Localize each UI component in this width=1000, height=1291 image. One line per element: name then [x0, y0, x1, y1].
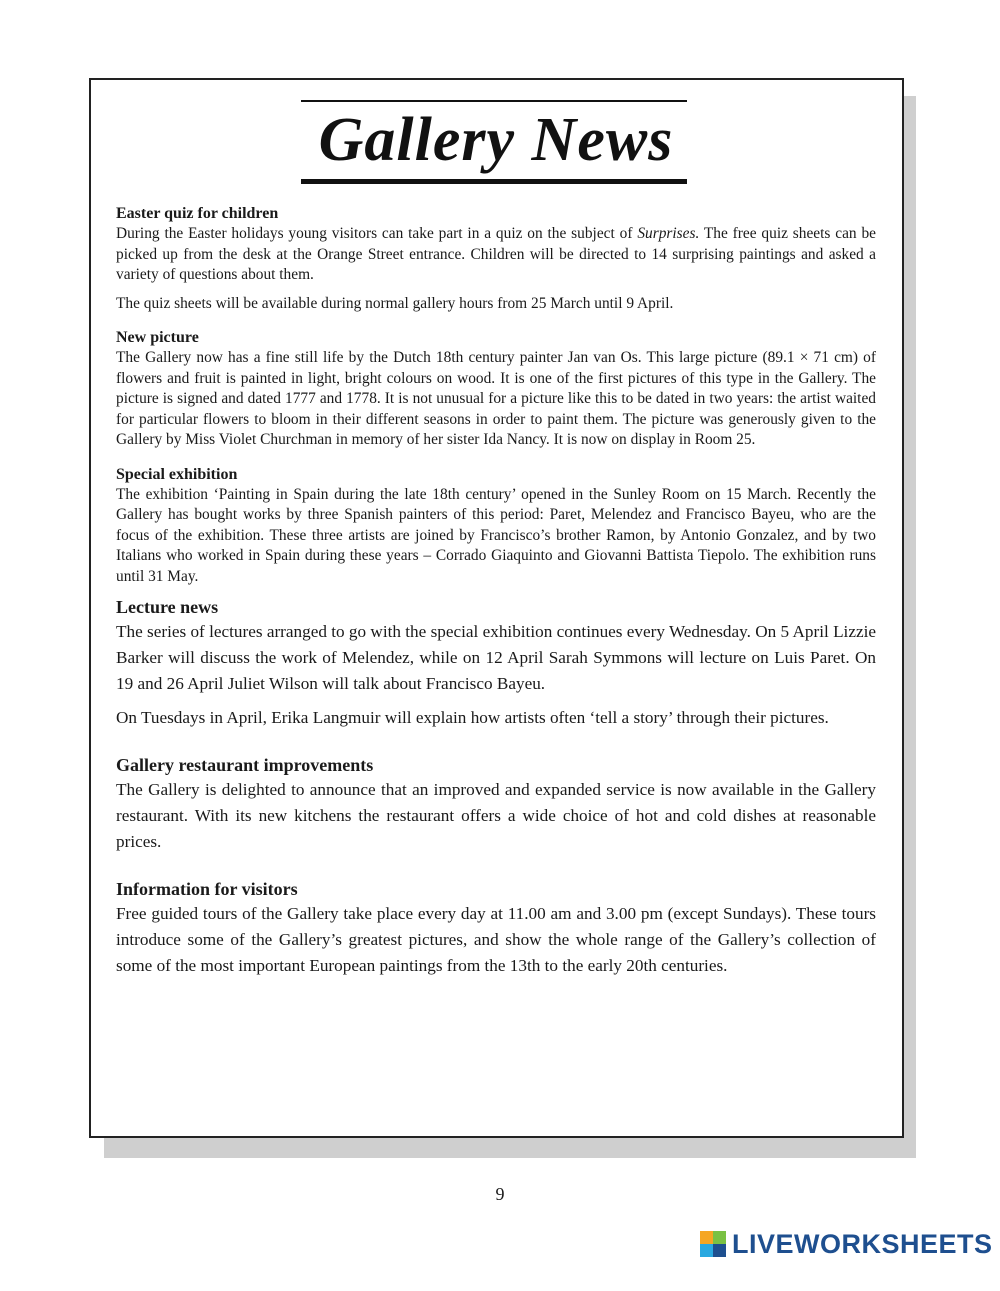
section-paragraph [116, 348, 876, 451]
section-heading: Special exhibition [116, 465, 238, 483]
title-rule-bottom [301, 179, 687, 184]
paragraph-text: The free quiz sheets can be picked up from the desk at the Orange Street entrance. Children will be directed to 14 surprising paintings and asked a variety of questions about them. [116, 225, 876, 283]
section-easter-quiz [116, 204, 876, 314]
liveworksheets-logo[interactable] [700, 1226, 993, 1262]
section-restaurant [116, 753, 876, 855]
liveworksheets-icon [700, 1231, 726, 1257]
section-paragraph [116, 294, 876, 315]
section-heading: Lecture news [116, 597, 219, 617]
article-list [116, 204, 876, 1001]
section-paragraph [116, 901, 876, 979]
paragraph-text: Free guided tours of the Gallery take place every day at 11.00 am and 3.00 pm (except Sundays). These tours introduce some of the Gallery’s greatest pictures, and show the whole range of the Gallery’s collection of some of the most important European paintings from the 13th to the early 20th centuries. [116, 904, 876, 975]
logo-square [713, 1231, 726, 1244]
logo-square [700, 1244, 713, 1257]
paragraph-text: The Gallery is delighted to announce that an improved and expanded service is now available in the Gallery restaurant. With its new kitchens the restaurant offers a wide choice of hot and cold dishes at reasonable prices. [116, 780, 876, 851]
section-heading: New picture [116, 329, 199, 346]
section-paragraph [116, 224, 876, 286]
section-paragraph [116, 619, 876, 697]
paragraph-text: The exhibition ‘Painting in Spain during the late 18th century’ opened in the Sunley Room on 15 March. Recently the Gallery has bought works by three Spanish painters of this period: Paret, Melendez and Francisco Bayeu, who are the focus of the exhibition. These three artists are joined by Francisco’s brother Ramon, by Antonio Gonzalez, and by two Italians who worked in Spain during these years – Corrado Giaquinto and Giovanni Battista Tiepolo. The exhibition runs until 31 May. [116, 485, 876, 585]
paragraph-text: On Tuesdays in April, Erika Langmuir will explain how artists often ‘tell a story’ through their pictures. [116, 708, 829, 727]
logo-square [713, 1244, 726, 1257]
paragraph-italic-text: Surprises. [637, 225, 700, 242]
section-paragraph [116, 705, 876, 731]
newsletter-title: Gallery News [318, 106, 674, 174]
section-new-picture [116, 328, 876, 451]
section-heading: Gallery restaurant improvements [116, 755, 374, 775]
section-visitor-info [116, 877, 876, 979]
section-heading: Easter quiz for children [116, 205, 279, 222]
section-lecture-news [116, 595, 876, 731]
section-paragraph [116, 777, 876, 855]
section-paragraph [116, 485, 876, 588]
newsletter-panel [89, 78, 904, 1138]
section-heading: Information for visitors [116, 879, 298, 899]
page-number: 9 [495, 1184, 505, 1204]
logo-square [700, 1231, 713, 1244]
paragraph-text: The Gallery now has a fine still life by the Dutch 18th century painter Jan van Os. This large picture (89.1 × 71 cm) of flowers and fruit is painted in light, bright colours on wood. It is one of the first pictures of this type in the Gallery. The picture is signed and dated 1777 and 1778. It is not unusual for a picture like this to be dated in two years: the artist waited for particular flowers to bloom in their different seasons in order to paint them. The picture was generously given to the Gallery by Miss Violet Churchman in memory of her sister Ida Nancy. It is now on display in Room 25. [116, 349, 876, 448]
paragraph-text: During the Easter holidays young visitors can take part in a quiz on the subject of [116, 225, 638, 242]
paragraph-text: The series of lectures arranged to go with the special exhibition continues every Wednesday. On 5 April Lizzie Barker will discuss the work of Melendez, while on 12 April Sarah Symmons will lecture on Luis Paret. On 19 and 26 April Juliet Wilson will talk about Francisco Bayeu. [116, 622, 876, 693]
brand-name: LIVEWORKSHEETS [732, 1228, 993, 1259]
paragraph-text: The quiz sheets will be available during normal gallery hours from 25 March until 9 April. [116, 294, 674, 312]
section-special-exhibition [116, 465, 876, 588]
